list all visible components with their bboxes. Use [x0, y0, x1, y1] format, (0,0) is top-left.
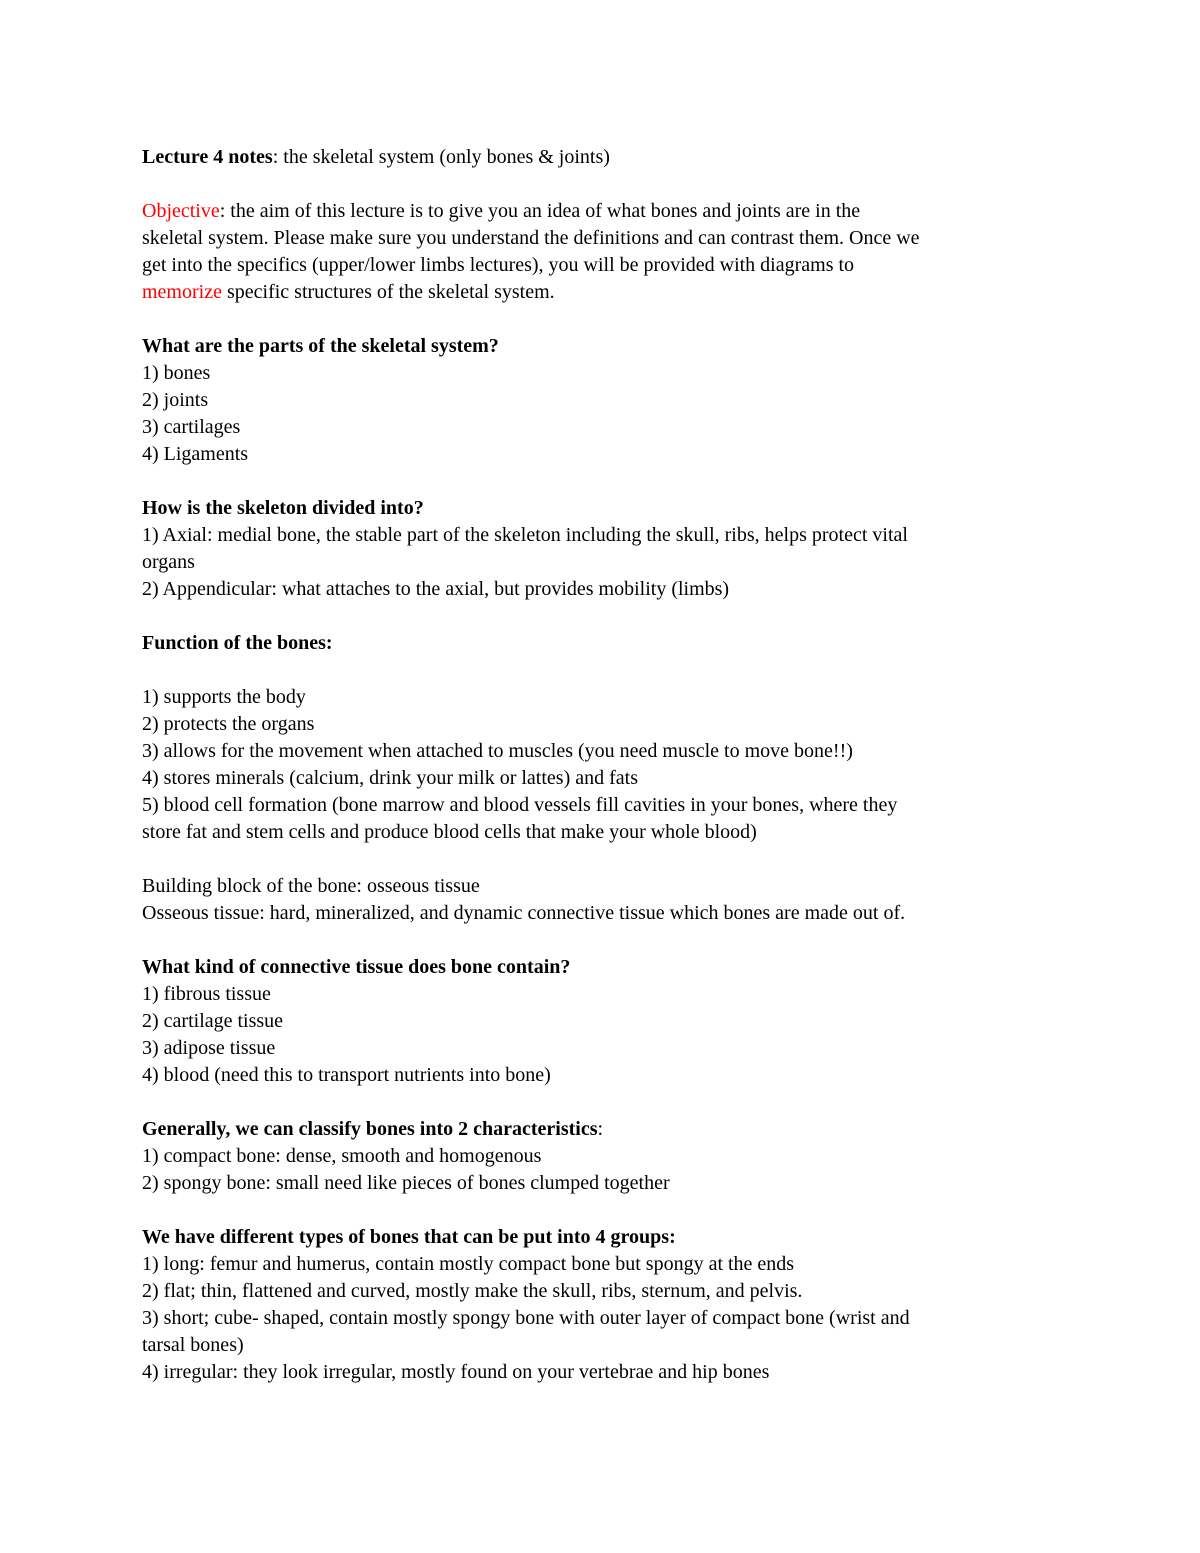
list-item: 3) adipose tissue: [142, 1037, 276, 1059]
list-item: 2) flat; thin, flattened and curved, mostly make the skull, ribs, sternum, and pelvis.: [142, 1280, 803, 1302]
list-item: 1) long: femur and humerus, contain mostly compact bone but spongy at the ends: [142, 1253, 795, 1275]
list-item: 2) spongy bone: small need like pieces of bones clumped together: [142, 1172, 670, 1194]
list-item: 1) bones: [142, 362, 211, 384]
list-item: 3) cartilages: [142, 416, 241, 438]
objective-paragraph: [142, 198, 1072, 306]
division-section: [142, 495, 1072, 603]
objective-line: [142, 279, 1072, 306]
classify-heading-bold: Generally, we can classify bones into 2 characteristics: [142, 1118, 598, 1140]
objective-text: : the aim of this lecture is to give you an idea of what bones and joints are in the: [219, 200, 861, 222]
functions-section: [142, 630, 1072, 846]
list-item: 1) fibrous tissue: [142, 983, 271, 1005]
objective-text: specific structures of the skeletal system.: [221, 281, 555, 303]
title-line: [142, 144, 1072, 171]
section-heading: What are the parts of the skeletal system?: [142, 335, 499, 357]
objective-line: get into the specifics (upper/lower limbs lectures), you will be provided with diagrams to: [142, 254, 855, 276]
classify-heading-colon: :: [597, 1118, 604, 1140]
section-heading: [142, 1116, 1072, 1143]
spacer: [142, 603, 1072, 630]
list-item: 4) Ligaments: [142, 443, 249, 465]
section-heading: How is the skeleton divided into?: [142, 497, 424, 519]
section-heading: Function of the bones:: [142, 632, 333, 654]
spacer: [142, 171, 1072, 198]
objective-line: skeletal system. Please make sure you understand the definitions and can contrast them. Once we: [142, 227, 920, 249]
list-item: 2) Appendicular: what attaches to the axial, but provides mobility (limbs): [142, 578, 730, 600]
parts-section: [142, 333, 1072, 468]
list-item: 1) Axial: medial bone, the stable part of the skeleton including the skull, ribs, helps protect vital: [142, 524, 908, 546]
memorize-highlight: memorize: [142, 281, 222, 303]
list-item: tarsal bones): [142, 1334, 244, 1356]
objective-line: [142, 198, 1072, 225]
list-item: 3) allows for the movement when attached to muscles (you need muscle to move bone!!): [142, 740, 853, 762]
title-rest: : the skeletal system (only bones & joints): [272, 146, 610, 168]
spacer: [142, 1197, 1072, 1224]
classify-section: [142, 1116, 1072, 1197]
list-item: 4) stores minerals (calcium, drink your milk or lattes) and fats: [142, 767, 638, 789]
list-item: 2) joints: [142, 389, 209, 411]
osseous-section: [142, 873, 1072, 927]
list-item: 1) supports the body: [142, 686, 306, 708]
connective-section: [142, 954, 1072, 1089]
text-line: Osseous tissue: hard, mineralized, and dynamic connective tissue which bones are made out of.: [142, 902, 906, 924]
list-item: organs: [142, 551, 195, 573]
list-item: 4) blood (need this to transport nutrients into bone): [142, 1064, 551, 1086]
spacer: [142, 657, 1072, 684]
spacer: [142, 927, 1072, 954]
list-item: 2) cartilage tissue: [142, 1010, 284, 1032]
document-page: [142, 144, 1072, 1386]
objective-label: Objective: [142, 200, 220, 222]
list-item: 2) protects the organs: [142, 713, 315, 735]
list-item: 1) compact bone: dense, smooth and homogenous: [142, 1145, 542, 1167]
list-item: 5) blood cell formation (bone marrow and blood vessels fill cavities in your bones, where they: [142, 794, 898, 816]
section-heading: We have different types of bones that can be put into 4 groups:: [142, 1226, 676, 1248]
list-item: 4) irregular: they look irregular, mostly found on your vertebrae and hip bones: [142, 1361, 770, 1383]
section-heading: What kind of connective tissue does bone contain?: [142, 956, 571, 978]
text-line: Building block of the bone: osseous tissue: [142, 875, 480, 897]
list-item: store fat and stem cells and produce blood cells that make your whole blood): [142, 821, 757, 843]
spacer: [142, 846, 1072, 873]
list-item: 3) short; cube- shaped, contain mostly spongy bone with outer layer of compact bone (wrist and: [142, 1307, 910, 1329]
title-label: Lecture 4 notes: [142, 146, 273, 168]
types-section: [142, 1224, 1072, 1386]
spacer: [142, 1089, 1072, 1116]
spacer: [142, 468, 1072, 495]
spacer: [142, 306, 1072, 333]
